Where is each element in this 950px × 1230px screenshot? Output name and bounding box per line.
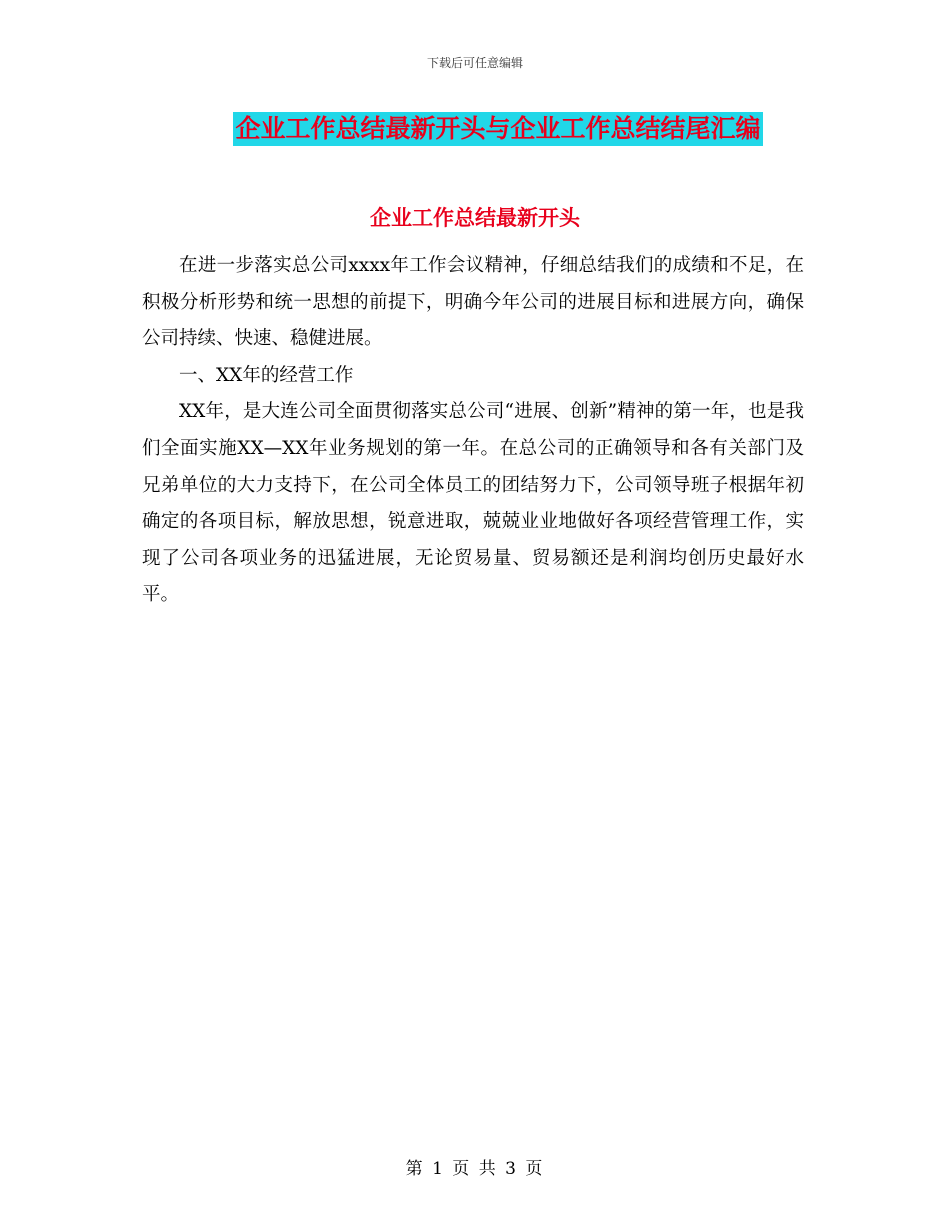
- paragraph-intro: 在进一步落实总公司xxxx年工作会议精神，仔细总结我们的成绩和不足，在积极分析形势和统一思想的前提下，明确今年公司的进展目标和进展方向，确保公司持续、快速、稳健进展。: [142, 255, 804, 350]
- main-title: 企业工作总结最新开头与企业工作总结结尾汇编: [233, 112, 762, 146]
- paragraph-heading: 一、XX年的经营工作: [179, 364, 354, 386]
- paragraph-main: XX年，是大连公司全面贯彻落实总公司“进展、创新”精神的第一年，也是我们全面实施XX—XX年业务规划的第一年。在总公司的正确领导和各有关部门及兄弟单位的大力支持下，在公司全体员工的团结努力下，公司领导班子根据年初确定的各项目标，解放思想，锐意进取，兢兢业业地做好各项经营管理工作，实现了公司各项业务的迅猛进展，无论贸易量、贸易额还是利润均创历史最好水平。: [142, 401, 804, 606]
- section-title: 企业工作总结最新开头: [370, 206, 580, 230]
- main-title-container: [0, 112, 950, 146]
- document-body: [142, 248, 804, 614]
- header-note: 下载后可任意编辑: [426, 56, 523, 70]
- page-number-footer: 第 1 页 共 3 页: [405, 1159, 545, 1179]
